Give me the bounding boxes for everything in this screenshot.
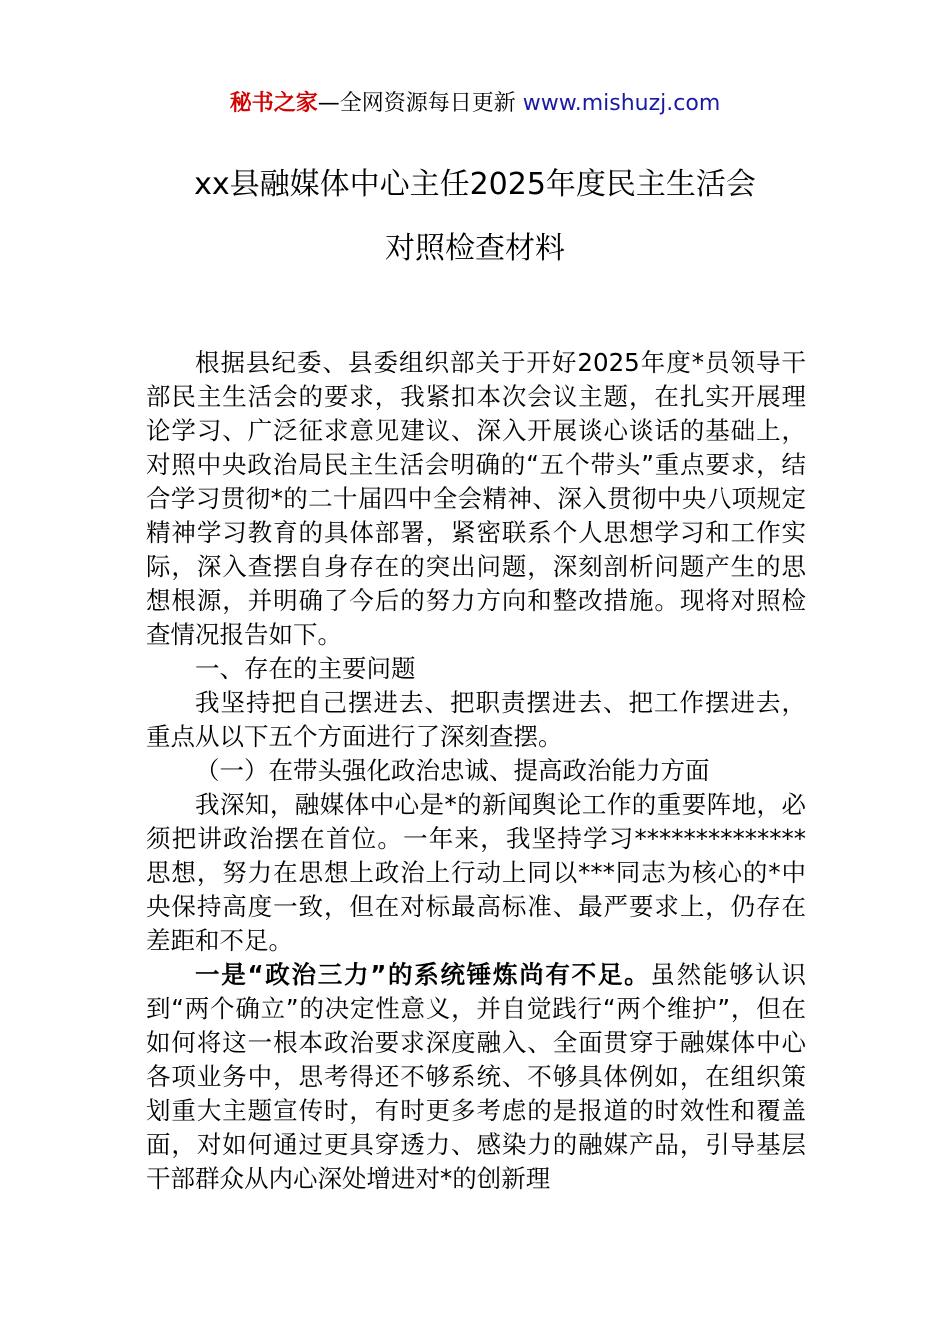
subsection-1-paragraph: 我深知，融媒体中心是*的新闻舆论工作的重要阵地，必须把讲政治摆在首位。一年来，我坚持学习**************思想，努力在思想上政治上行动上同以***同志为核心的*中央保持高度一致，但在对标最高标准、最严要求上，仍存在差距和不足。 (146, 790, 806, 955)
section-heading-1: 一、存在的主要问题 (195, 654, 416, 683)
site-url-link[interactable]: www.mishuzj.com (522, 91, 721, 116)
site-brand: 秘书之家 (229, 91, 318, 116)
site-slogan: —全网资源每日更新 (317, 91, 523, 116)
document-body (146, 346, 806, 1196)
section-1-paragraph: 我坚持把自己摆进去、把职责摆进去、把工作摆进去，重点从以下五个方面进行了深刻查摆。 (146, 688, 806, 751)
document-title-line-1: xx县融媒体中心主任2025年度民主生活会 (194, 167, 756, 202)
document-title-line-2: 对照检查材料 (385, 231, 565, 266)
site-header (0, 88, 950, 120)
intro-paragraph: 根据县纪委、县委组织部关于开好2025年度*员领导干部民主生活会的要求，我紧扣本次会议主题，在扎实开展理论学习、广泛征求意见建议、深入开展谈心谈话的基础上，对照中央政治局民主生活会明确的“五个带头”重点要求，结合学习贯彻*的二十届四中全会精神、深入贯彻中央八项规定精神学习教育的具体部署，紧密联系个人思想学习和工作实际，深入查摆自身存在的突出问题，深刻剖析问题产生的思想根源，并明确了今后的努力方向和整改措施。现将对照检查情况报告如下。 (146, 348, 806, 649)
point-1-text: 虽然能够认识到“两个确立”的决定性意义，并自觉践行“两个维护”，但在如何将这一根本政治要求深度融入、全面贯穿于融媒体中心各项业务中，思考得还不够系统、不够具体例如，在组织策划重大主题宣传时，有时更多考虑的是报道的时效性和覆盖面，对如何通过更具穿透力、感染力的融媒产品，引导基层干部群众从内心深处增进对*的创新理 (146, 960, 807, 1193)
subsection-heading-1: （一）在带头强化政治忠诚、提高政治能力方面 (195, 756, 710, 785)
point-1-paragraph (146, 958, 806, 1196)
point-1-heading: 一是“政治三力”的系统锤炼尚有不足。 (195, 960, 651, 989)
